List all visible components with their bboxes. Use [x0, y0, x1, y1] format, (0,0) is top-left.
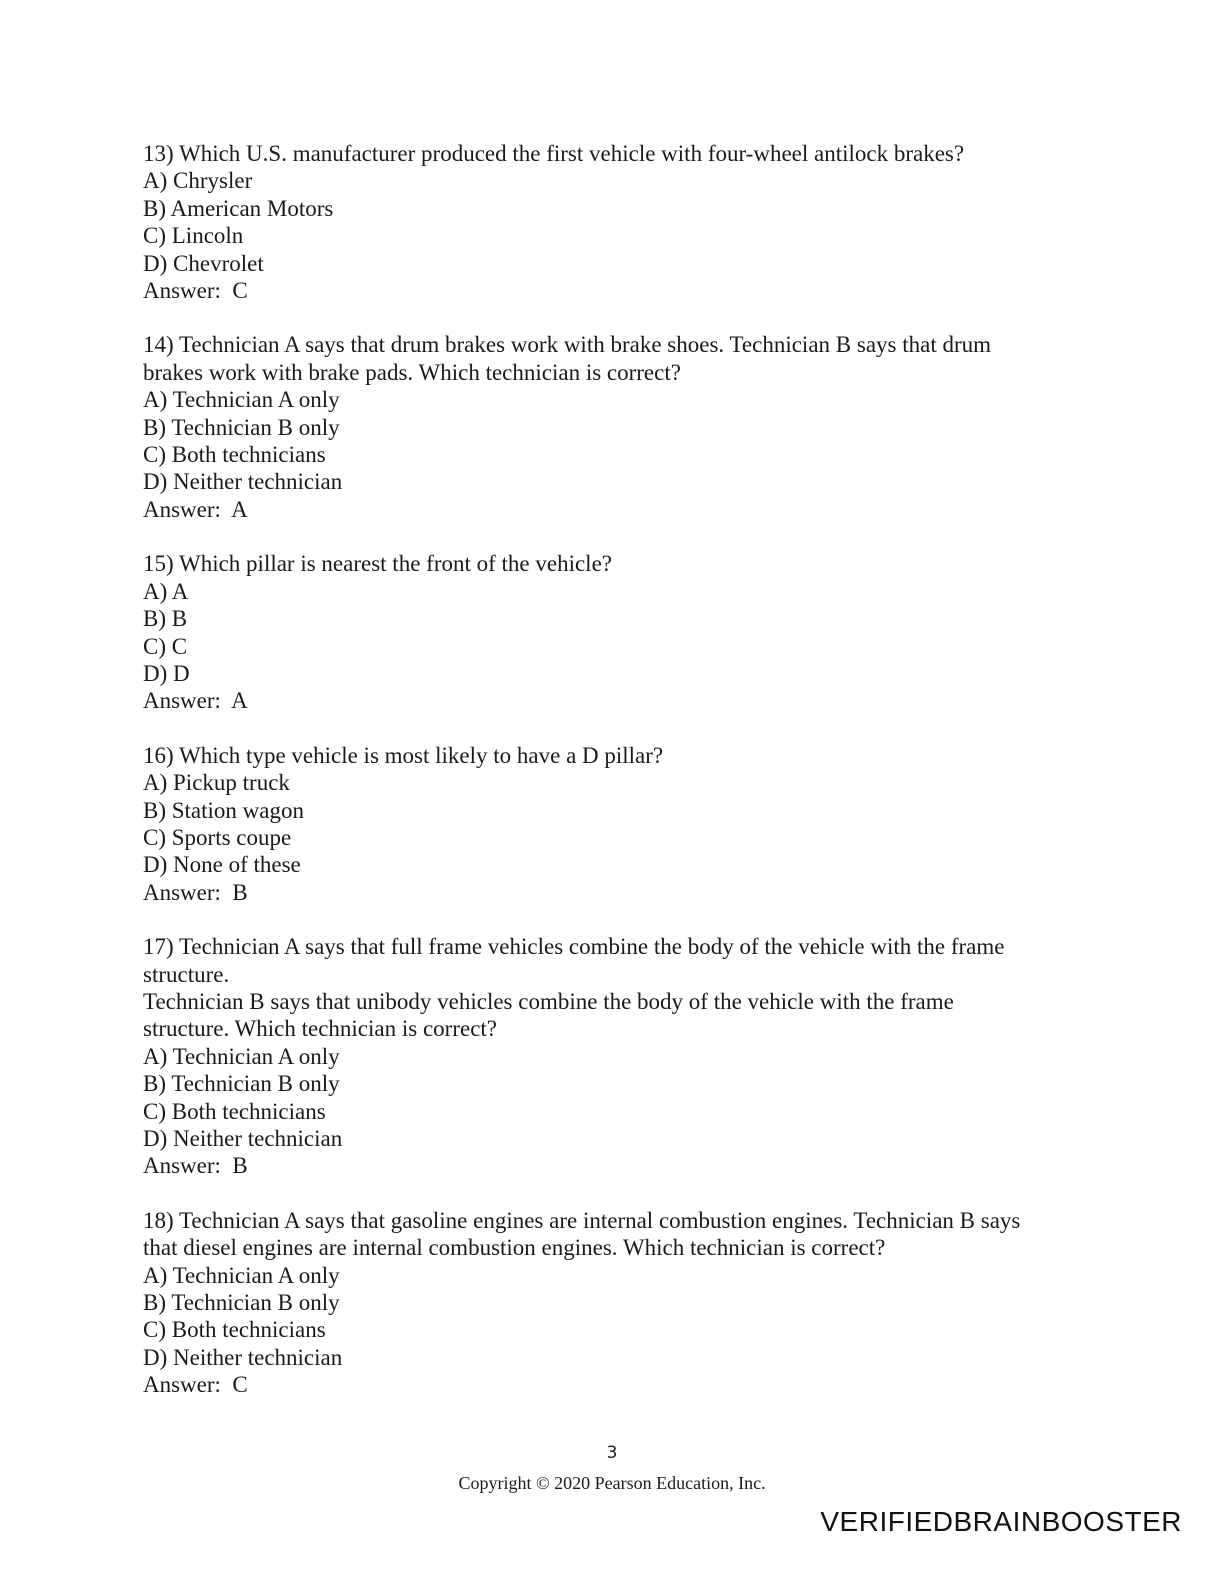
option-d: D) Neither technician	[143, 1344, 343, 1370]
question-text: structure. Which technician is correct?	[143, 1016, 497, 1042]
answer: Answer: C	[143, 278, 248, 304]
option-d: D) Chevrolet	[143, 250, 264, 276]
question-15	[143, 550, 1073, 714]
question-text: 16) Which type vehicle is most likely to have a D pillar?	[143, 742, 664, 768]
option-a: A) Pickup truck	[143, 770, 290, 796]
question-text: 17) Technician A says that full frame vehicles combine the body of the vehicle with the frame	[143, 934, 1005, 960]
option-d: D) Neither technician	[143, 1126, 343, 1151]
answer: Answer: B	[143, 879, 248, 905]
question-text: that diesel engines are internal combustion engines. Which technician is correct?	[143, 1235, 886, 1261]
question-17	[143, 933, 1073, 1180]
option-c: C) Lincoln	[143, 223, 244, 249]
answer: Answer: A	[143, 688, 248, 714]
question-14	[143, 331, 1073, 523]
page-number: 3	[606, 1443, 618, 1463]
option-c: C) Sports coupe	[143, 824, 292, 850]
question-16	[143, 742, 1073, 906]
option-a: A) Technician A only	[143, 1043, 340, 1069]
option-c: C) C	[143, 633, 188, 659]
question-text: 14) Technician A says that drum brakes work with brake shoes. Technician B says that drum	[143, 332, 992, 358]
answer: Answer: C	[143, 1372, 248, 1398]
option-c: C) Both technicians	[143, 442, 326, 468]
question-13	[143, 140, 1073, 304]
question-text: 13) Which U.S. manufacturer produced the first vehicle with four-wheel antilock brakes?	[143, 141, 965, 166]
answer: Answer: A	[143, 496, 248, 522]
option-c: C) Both technicians	[143, 1098, 326, 1124]
option-b: B) Station wagon	[143, 797, 304, 823]
question-text: structure.	[143, 961, 230, 987]
watermark: VERIFIEDBRAINBOOSTER	[820, 1506, 1182, 1537]
option-b: B) American Motors	[143, 195, 334, 221]
question-text: Technician B says that unibody vehicles combine the body of the vehicle with the frame	[143, 988, 954, 1014]
option-a: A) Chrysler	[143, 168, 253, 194]
option-b: B) Technician B only	[143, 1290, 340, 1316]
option-c: C) Both technicians	[143, 1317, 326, 1343]
option-a: A) Technician A only	[143, 387, 340, 413]
question-18	[143, 1207, 1073, 1399]
question-text: brakes work with brake pads. Which technician is correct?	[143, 359, 681, 385]
option-b: B) Technician B only	[143, 414, 340, 440]
option-d: D) None of these	[143, 852, 301, 878]
answer: Answer: B	[143, 1153, 248, 1179]
option-d: D) D	[143, 660, 190, 686]
question-text: 15) Which pillar is nearest the front of the vehicle?	[143, 551, 612, 577]
option-b: B) Technician B only	[143, 1071, 340, 1097]
option-a: A) Technician A only	[143, 1262, 340, 1288]
option-b: B) B	[143, 606, 188, 632]
option-a: A) A	[143, 578, 189, 604]
question-list	[143, 140, 1073, 1426]
copyright-notice: Copyright © 2020 Pearson Education, Inc.	[458, 1473, 766, 1493]
option-d: D) Neither technician	[143, 469, 343, 495]
question-text: 18) Technician A says that gasoline engines are internal combustion engines. Technician B says	[143, 1207, 1021, 1233]
